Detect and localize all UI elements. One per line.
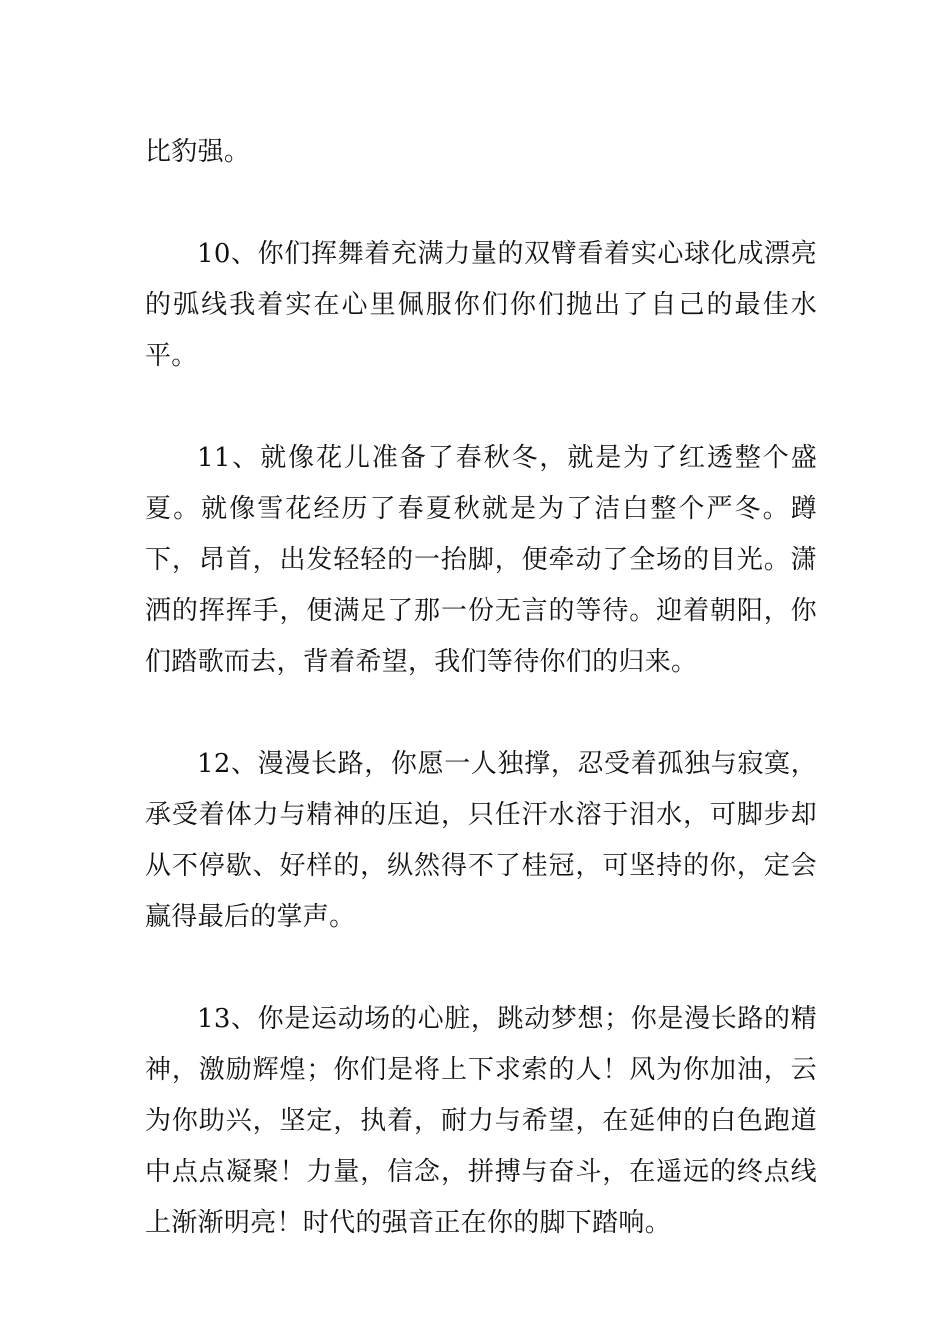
paragraph-continuation: 比豹强。 (145, 137, 251, 167)
document-body (145, 127, 817, 1249)
paragraph-13: 13、你是运动场的心脏，跳动梦想；你是漫长路的精神，激励辉煌；你们是将上下求索的人！风为你加油，云为你助兴，坚定，执着，耐力与希望，在延伸的白色跑道中点点凝聚！力量，信念，拼搏与奋斗，在遥远的终点线上渐渐明亮！时代的强音正在你的脚下踏响。 (145, 1004, 817, 1238)
paragraph-12: 12、漫漫长路，你愿一人独撑，忍受着孤独与寂寞，承受着体力与精神的压迫，只任汗水溶于泪水，可脚步却从不停歇、好样的，纵然得不了桂冠，可坚持的你，定会赢得最后的掌声。 (145, 749, 817, 932)
paragraph-11: 11、就像花儿准备了春秋冬，就是为了红透整个盛夏。就像雪花经历了春夏秋就是为了洁白整个严冬。蹲下，昂首，出发轻轻的一抬脚，便牵动了全场的目光。潇洒的挥挥手，便满足了那一份无言的等待。迎着朝阳，你们踏歌而去，背着希望，我们等待你们的归来。 (145, 443, 817, 677)
paragraph-10: 10、你们挥舞着充满力量的双臂看着实心球化成漂亮的弧线我着实在心里佩服你们你们抛出了自己的最佳水平。 (145, 239, 817, 371)
